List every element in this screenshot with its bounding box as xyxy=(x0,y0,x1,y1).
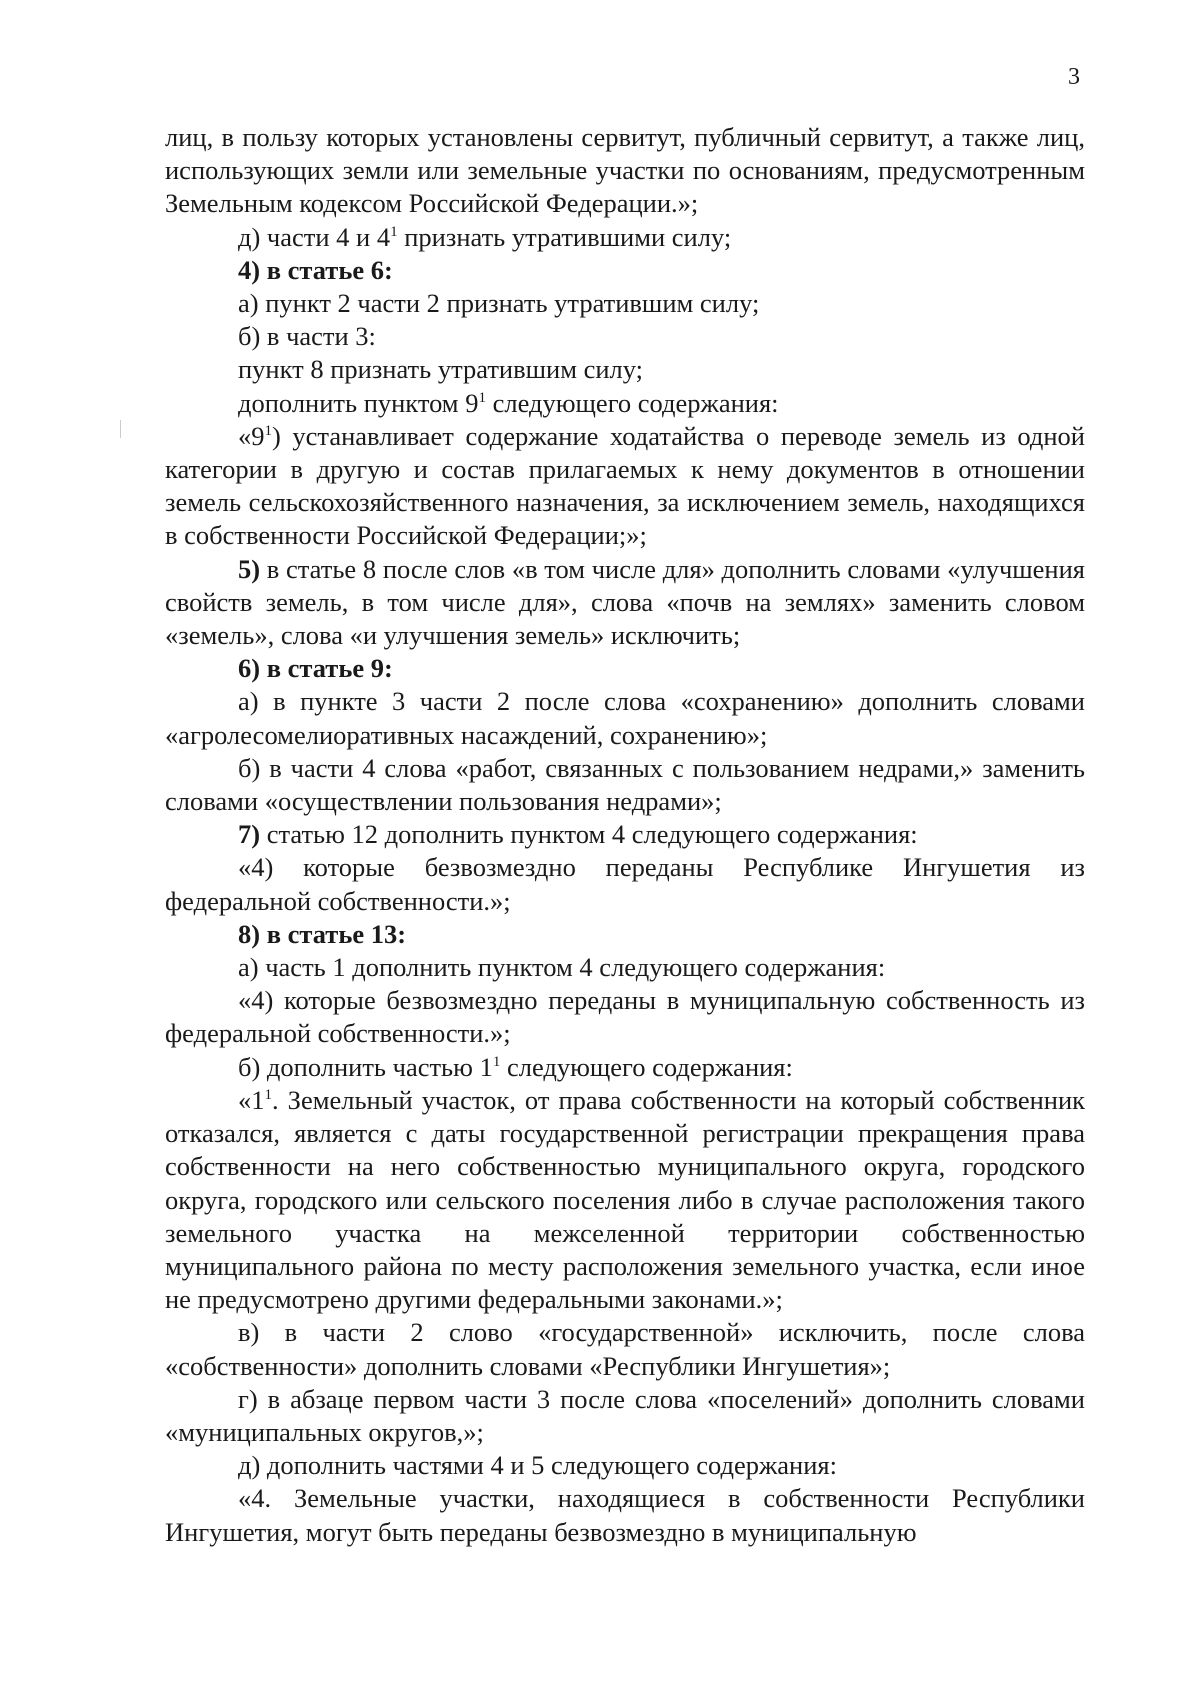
superscript: 1 xyxy=(264,1086,272,1103)
text-run: б) дополнить частью 1 xyxy=(238,1051,493,1082)
superscript: 1 xyxy=(478,389,486,406)
item-number: 5) xyxy=(238,553,261,584)
section-heading xyxy=(165,652,1085,685)
text-run: . Земельный участок, от права собственности на который собственник отказался, является с даты государственной регистрации прекращения права собственности на него собственностью муниципального округа, городского округа, городского или сельского поселения либо в случае расположения такого земельного участка на межселенной территории собственностью муниципального района по месту расположения земельного участка, если иное не предусмотрено другими федеральными законами.»; xyxy=(165,1084,1085,1315)
paragraph: б) в части 3: xyxy=(238,321,376,352)
superscript: 1 xyxy=(492,1053,501,1070)
paragraph: пункт 8 признать утратившим силу; xyxy=(238,354,644,385)
paragraph xyxy=(165,1051,1085,1084)
heading-text: 8) в статье 13: xyxy=(238,918,407,949)
text-run: «9 xyxy=(238,420,265,451)
paragraph: а) пункт 2 части 2 признать утратившим силу; xyxy=(238,288,760,319)
paragraph: «4) которые безвозмездно переданы в муниципальную собственность из федеральной собственности.»; xyxy=(165,985,1085,1049)
paragraph: «4. Земельные участки, находящиеся в собственности Республики Ингушетия, могут быть переданы безвозмездно в муниципальную xyxy=(165,1483,1085,1547)
margin-mark xyxy=(120,420,121,438)
text-run: «1 xyxy=(238,1084,265,1115)
section-heading xyxy=(165,254,1085,287)
text-run: д) части 4 и 4 xyxy=(238,221,391,252)
item-number: 7) xyxy=(238,819,261,850)
heading-text: 4) в статье 6: xyxy=(238,254,393,285)
paragraph xyxy=(165,420,1085,553)
paragraph: «4) которые безвозмездно переданы Республике Ингушетия из федеральной собственности.»; xyxy=(165,852,1085,916)
text-run: признать утратившими силу; xyxy=(397,221,732,252)
paragraph xyxy=(165,1084,1085,1316)
text-run: следующего содержания: xyxy=(485,387,779,418)
text-run: статью 12 дополнить пунктом 4 следующего содержания: xyxy=(260,819,918,850)
paragraph: а) часть 1 дополнить пунктом 4 следующего содержания: xyxy=(238,952,886,983)
text-run: следующего содержания: xyxy=(500,1051,793,1082)
superscript: 1 xyxy=(264,422,272,439)
page-number: 3 xyxy=(1068,64,1080,90)
paragraph xyxy=(165,221,1085,254)
paragraph: д) дополнить частями 4 и 5 следующего содержания: xyxy=(238,1450,837,1481)
paragraph: а) в пункте 3 части 2 после слова «сохранению» дополнить словами «агролесомелиоративных насаждений, сохранению»; xyxy=(165,686,1085,750)
paragraph: в) в части 2 слово «государственной» исключить, после слова «собственности» дополнить словами «Республики Ингушетия»; xyxy=(165,1317,1085,1381)
paragraph: б) в части 4 слова «работ, связанных с пользованием недрами,» заменить словами «осуществлении пользования недрами»; xyxy=(165,752,1085,817)
section-heading xyxy=(165,918,1085,951)
paragraph xyxy=(165,553,1085,653)
paragraph: лиц, в пользу которых установлены сервитут, публичный сервитут, а также лиц, использующих земли или земельные участки по основаниям, предусмотренным Земельным кодексом Российской Федерации.»; xyxy=(165,122,1085,219)
heading-text: 6) в статье 9: xyxy=(238,653,393,684)
paragraph xyxy=(165,387,1085,420)
text-run: ) устанавливает содержание ходатайства о переводе земель из одной категории в другую и состав прилагаемых к нему документов в отношении земель сельскохозяйственного назначения, за исключением земель, находящихся в собственности Российской Федерации;»; xyxy=(165,420,1085,551)
text-run: дополнить пунктом 9 xyxy=(238,387,479,418)
document-body xyxy=(165,121,1085,1549)
paragraph: г) в абзаце первом части 3 после слова «поселений» дополнить словами «муниципальных округов,»; xyxy=(165,1383,1085,1447)
text-run: в статье 8 после слов «в том числе для» дополнить словами «улучшения свойств земель, в том числе для», слова «почв на землях» заменить словом «земель», слова «и улучшения земель» исключить; xyxy=(165,553,1085,651)
superscript: 1 xyxy=(390,223,398,240)
paragraph xyxy=(165,818,1085,851)
